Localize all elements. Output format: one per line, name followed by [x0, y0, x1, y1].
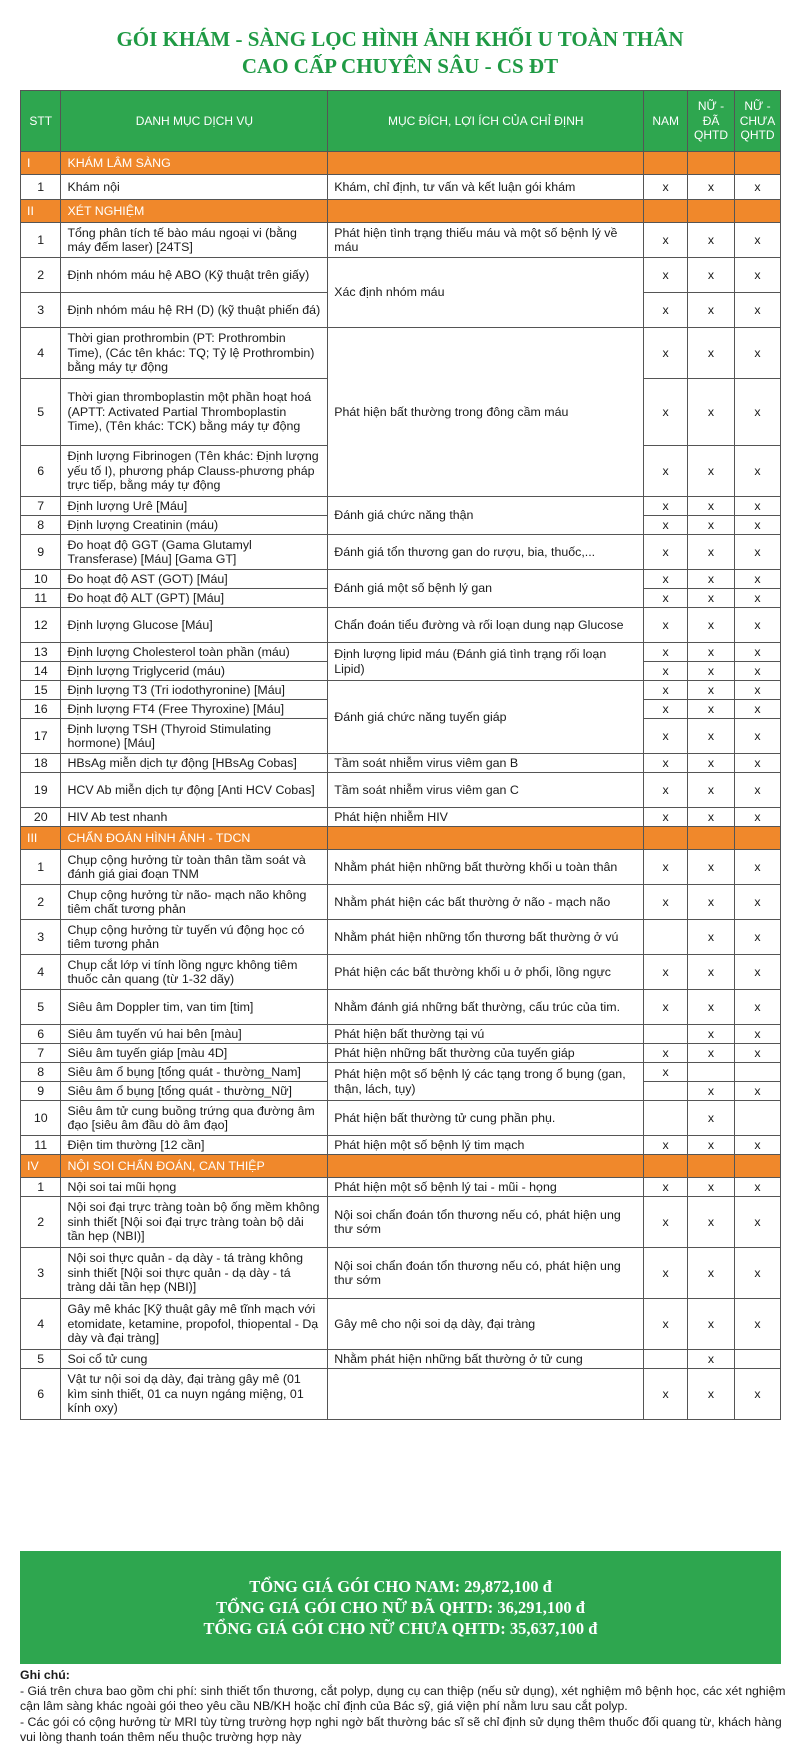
mark-nu-chua: x — [735, 920, 781, 955]
mark-nu-chua: x — [735, 1369, 781, 1420]
row-purpose: Phát hiện bất thường trong đông cầm máu — [328, 328, 644, 497]
row-stt: 11 — [21, 589, 61, 608]
table-row — [21, 1350, 781, 1369]
table-row — [21, 1248, 781, 1299]
row-stt: 5 — [21, 379, 61, 446]
row-stt: 11 — [21, 1136, 61, 1155]
header-nam: NAM — [644, 91, 688, 152]
row-purpose: Gây mê cho nội soi dạ dày, đại tràng — [328, 1299, 644, 1350]
row-service: Định nhóm máu hệ RH (D) (kỹ thuật phiến đá) — [61, 293, 328, 328]
row-stt: 1 — [21, 1178, 61, 1197]
row-purpose: Nhằm đánh giá những bất thường, cấu trúc của tim. — [328, 990, 644, 1025]
mark-nu-da: x — [688, 608, 735, 643]
mark-nu-da: x — [688, 1082, 735, 1101]
row-stt: 5 — [21, 990, 61, 1025]
mark-nu-da: x — [688, 1101, 735, 1136]
mark-nam: x — [644, 570, 688, 589]
total-nam: TỔNG GIÁ GÓI CHO NAM: 29,872,100 đ — [249, 1577, 552, 1596]
row-stt: 2 — [21, 885, 61, 920]
section-filler — [688, 200, 735, 223]
header-nu-chua: NỮ - CHƯA QHTD — [735, 91, 781, 152]
mark-nu-chua: x — [735, 1299, 781, 1350]
mark-nu-chua: x — [735, 175, 781, 200]
row-purpose: Nội soi chẩn đoán tổn thương nếu có, phát hiện ung thư sớm — [328, 1197, 644, 1248]
mark-nu-chua: x — [735, 589, 781, 608]
mark-nam: x — [644, 1197, 688, 1248]
mark-nam: x — [644, 808, 688, 827]
row-service: Định lượng FT4 (Free Thyroxine) [Máu] — [61, 700, 328, 719]
mark-nu-chua: x — [735, 885, 781, 920]
row-purpose — [328, 1369, 644, 1420]
table-row — [21, 681, 781, 700]
mark-nu-da: x — [688, 920, 735, 955]
mark-nu-da: x — [688, 446, 735, 497]
section-row — [21, 1155, 781, 1178]
mark-nam: x — [644, 1063, 688, 1082]
mark-nu-chua: x — [735, 1248, 781, 1299]
table-row — [21, 885, 781, 920]
mark-nu-da: x — [688, 1248, 735, 1299]
row-stt: 14 — [21, 662, 61, 681]
mark-nam: x — [644, 175, 688, 200]
row-stt: 20 — [21, 808, 61, 827]
section-filler — [688, 1155, 735, 1178]
mark-nam: x — [644, 258, 688, 293]
row-stt: 9 — [21, 535, 61, 570]
row-stt: 2 — [21, 258, 61, 293]
section-filler — [328, 1155, 644, 1178]
price-totals — [20, 1551, 781, 1664]
mark-nu-chua: x — [735, 1082, 781, 1101]
row-purpose: Nội soi chẩn đoán tổn thương nếu có, phát hiện ung thư sớm — [328, 1248, 644, 1299]
mark-nu-da: x — [688, 1136, 735, 1155]
section-row — [21, 827, 781, 850]
mark-nu-da: x — [688, 516, 735, 535]
row-service: Định lượng Triglycerid (máu) — [61, 662, 328, 681]
row-purpose: Tầm soát nhiễm virus viêm gan B — [328, 754, 644, 773]
mark-nu-da: x — [688, 754, 735, 773]
section-filler — [688, 827, 735, 850]
mark-nam: x — [644, 446, 688, 497]
row-service: Siêu âm Doppler tim, van tim [tim] — [61, 990, 328, 1025]
table-row — [21, 1044, 781, 1063]
mark-nu-da: x — [688, 643, 735, 662]
mark-nam — [644, 1082, 688, 1101]
mark-nam: x — [644, 1299, 688, 1350]
row-service: HBsAg miễn dịch tự động [HBsAg Cobas] — [61, 754, 328, 773]
mark-nu-chua: x — [735, 258, 781, 293]
table-row — [21, 1369, 781, 1420]
table-row — [21, 920, 781, 955]
mark-nu-da: x — [688, 223, 735, 258]
mark-nu-da: x — [688, 1178, 735, 1197]
row-stt: 6 — [21, 1369, 61, 1420]
mark-nam: x — [644, 516, 688, 535]
mark-nu-chua: x — [735, 643, 781, 662]
mark-nam: x — [644, 754, 688, 773]
section-title: KHÁM LÂM SÀNG — [61, 152, 328, 175]
row-purpose: Khám, chỉ định, tư vấn và kết luận gói khám — [328, 175, 644, 200]
table-row — [21, 808, 781, 827]
mark-nu-da: x — [688, 497, 735, 516]
row-service: Đo hoạt độ GGT (Gama Glutamyl Transferase) [Máu] [Gama GT] — [61, 535, 328, 570]
mark-nu-chua: x — [735, 850, 781, 885]
mark-nam: x — [644, 773, 688, 808]
mark-nu-chua: x — [735, 328, 781, 379]
title-line-1: GÓI KHÁM - SÀNG LỌC HÌNH ẢNH KHỐI U TOÀN THÂN — [116, 27, 684, 51]
mark-nu-da: x — [688, 773, 735, 808]
row-purpose: Phát hiện các bất thường khối u ở phổi, lồng ngực — [328, 955, 644, 990]
mark-nu-chua: x — [735, 535, 781, 570]
row-service: Định lượng Creatinin (máu) — [61, 516, 328, 535]
row-purpose: Phát hiện một số bệnh lý tim mạch — [328, 1136, 644, 1155]
table-row — [21, 754, 781, 773]
row-service: Định lượng Fibrinogen (Tên khác: Định lượng yếu tố I), phương pháp Clauss-phương pháp trực tiếp, bằng máy tự động — [61, 446, 328, 497]
mark-nu-chua — [735, 1350, 781, 1369]
section-filler — [688, 152, 735, 175]
mark-nam — [644, 1350, 688, 1369]
row-purpose: Nhằm phát hiện những bất thường ở tử cung — [328, 1350, 644, 1369]
row-purpose: Nhằm phát hiện những bất thường khối u toàn thân — [328, 850, 644, 885]
row-purpose: Nhằm phát hiện các bất thường ở não - mạch não — [328, 885, 644, 920]
mark-nu-da: x — [688, 990, 735, 1025]
row-purpose: Tầm soát nhiễm virus viêm gan C — [328, 773, 644, 808]
mark-nu-chua: x — [735, 1044, 781, 1063]
mark-nam: x — [644, 1248, 688, 1299]
mark-nam: x — [644, 700, 688, 719]
section-filler — [735, 152, 781, 175]
mark-nam: x — [644, 643, 688, 662]
mark-nu-da: x — [688, 1044, 735, 1063]
table-row — [21, 535, 781, 570]
table-row — [21, 1299, 781, 1350]
mark-nam: x — [644, 955, 688, 990]
mark-nu-da: x — [688, 662, 735, 681]
mark-nu-chua: x — [735, 662, 781, 681]
row-stt: 3 — [21, 920, 61, 955]
table-row — [21, 1063, 781, 1082]
mark-nu-chua: x — [735, 223, 781, 258]
row-service: HCV Ab miễn dịch tự động [Anti HCV Cobas] — [61, 773, 328, 808]
row-stt: 13 — [21, 643, 61, 662]
mark-nu-chua: x — [735, 608, 781, 643]
row-purpose: Đánh giá tổn thương gan do rượu, bia, thuốc,... — [328, 535, 644, 570]
row-stt: 6 — [21, 446, 61, 497]
row-service: Định lượng T3 (Tri iodothyronine) [Máu] — [61, 681, 328, 700]
mark-nu-chua: x — [735, 754, 781, 773]
header-purpose: MỤC ĐÍCH, LỢI ÍCH CỦA CHỈ ĐỊNH — [328, 91, 644, 152]
table-row — [21, 328, 781, 379]
row-purpose: Định lượng lipid máu (Đánh giá tình trạng rối loạn Lipid) — [328, 643, 644, 681]
row-stt: 4 — [21, 955, 61, 990]
mark-nu-chua: x — [735, 1136, 781, 1155]
mark-nu-da: x — [688, 850, 735, 885]
note-line-1: - Giá trên chưa bao gồm chi phí: sinh thiết tổn thương, cắt polyp, dụng cụ can thiệp (nếu sử dụng), xét nghiệm mô bệnh học, các xét nghiệm cận lâm sàng khác ngoài gói theo yêu cầu NB/KH hoặc chỉ định của Bác sỹ, giá viện phí nằm lưu sau cắt polyp. — [20, 1683, 786, 1713]
mark-nu-chua: x — [735, 293, 781, 328]
table-body — [21, 152, 781, 1420]
table-row — [21, 1025, 781, 1044]
total-nu-chua: TỔNG GIÁ GÓI CHO NỮ CHƯA QHTD: 35,637,100 đ — [203, 1619, 598, 1638]
row-service: Siêu âm tuyến vú hai bên [màu] — [61, 1025, 328, 1044]
mark-nu-da: x — [688, 1369, 735, 1420]
mark-nam — [644, 920, 688, 955]
mark-nu-chua: x — [735, 497, 781, 516]
title-line-2: CAO CẤP CHUYÊN SÂU - CS ĐT — [241, 54, 559, 78]
mark-nam: x — [644, 1178, 688, 1197]
row-stt: 6 — [21, 1025, 61, 1044]
row-stt: 15 — [21, 681, 61, 700]
header-stt: STT — [21, 91, 61, 152]
row-service: Định lượng Cholesterol toàn phần (máu) — [61, 643, 328, 662]
mark-nu-da: x — [688, 1025, 735, 1044]
mark-nam — [644, 1025, 688, 1044]
mark-nu-chua: x — [735, 955, 781, 990]
table-row — [21, 1101, 781, 1136]
row-service: Thời gian prothrombin (PT: Prothrombin Time), (Các tên khác: TQ; Tỷ lệ Prothrombin) bằng máy tự động — [61, 328, 328, 379]
mark-nu-da: x — [688, 293, 735, 328]
row-purpose: Phát hiện một số bệnh lý các tạng trong ổ bụng (gan, thận, lách, tụy) — [328, 1063, 644, 1101]
row-stt: 17 — [21, 719, 61, 754]
mark-nam: x — [644, 1136, 688, 1155]
mark-nu-chua: x — [735, 516, 781, 535]
row-service: Chụp cắt lớp vi tính lồng ngực không tiêm thuốc cản quang (từ 1-32 dãy) — [61, 955, 328, 990]
mark-nu-da: x — [688, 589, 735, 608]
page-title — [0, 0, 800, 82]
mark-nam: x — [644, 589, 688, 608]
mark-nu-da: x — [688, 258, 735, 293]
mark-nam: x — [644, 719, 688, 754]
table-row — [21, 608, 781, 643]
section-title: NỘI SOI CHẨN ĐOÁN, CAN THIỆP — [61, 1155, 328, 1178]
row-stt: 4 — [21, 328, 61, 379]
section-number: III — [21, 827, 61, 850]
row-service: Đo hoạt độ ALT (GPT) [Máu] — [61, 589, 328, 608]
section-filler — [328, 200, 644, 223]
mark-nu-da: x — [688, 175, 735, 200]
row-service: Đo hoạt độ AST (GOT) [Máu] — [61, 570, 328, 589]
mark-nu-chua: x — [735, 773, 781, 808]
section-title: XÉT NGHIỆM — [61, 200, 328, 223]
row-stt: 18 — [21, 754, 61, 773]
row-purpose: Phát hiện bất thường tại vú — [328, 1025, 644, 1044]
table-row — [21, 497, 781, 516]
row-service: HIV Ab test nhanh — [61, 808, 328, 827]
mark-nam: x — [644, 681, 688, 700]
row-purpose: Đánh giá chức năng thận — [328, 497, 644, 535]
row-purpose: Xác định nhóm máu — [328, 258, 644, 328]
row-stt: 12 — [21, 608, 61, 643]
mark-nu-chua: x — [735, 700, 781, 719]
row-service: Định lượng TSH (Thyroid Stimulating hormone) [Máu] — [61, 719, 328, 754]
row-service: Siêu âm ổ bụng [tổng quát - thường_Nữ] — [61, 1082, 328, 1101]
row-purpose: Phát hiện nhiễm HIV — [328, 808, 644, 827]
header-service: DANH MỤC DỊCH VỤ — [61, 91, 328, 152]
table-row — [21, 850, 781, 885]
section-filler — [735, 827, 781, 850]
row-stt: 5 — [21, 1350, 61, 1369]
notes — [20, 1668, 790, 1746]
section-number: II — [21, 200, 61, 223]
mark-nam: x — [644, 1044, 688, 1063]
row-service: Nội soi đại trực tràng toàn bộ ống mềm không sinh thiết [Nội soi đại trực tràng toàn bộ dải tần hẹp (NBI)] — [61, 1197, 328, 1248]
mark-nu-da: x — [688, 535, 735, 570]
mark-nu-da: x — [688, 1350, 735, 1369]
row-service: Thời gian thromboplastin một phần hoạt hoá (APTT: Activated Partial Thromboplastin Time), (Tên khác: TCK) bằng máy tự động — [61, 379, 328, 446]
mark-nu-da: x — [688, 570, 735, 589]
row-service: Định lượng Glucose [Máu] — [61, 608, 328, 643]
mark-nu-da — [688, 1063, 735, 1082]
mark-nu-da: x — [688, 955, 735, 990]
row-stt: 1 — [21, 850, 61, 885]
row-stt: 16 — [21, 700, 61, 719]
section-filler — [644, 200, 688, 223]
mark-nam: x — [644, 497, 688, 516]
mark-nam — [644, 1101, 688, 1136]
table-header-row — [21, 91, 781, 152]
row-purpose: Đánh giá một số bệnh lý gan — [328, 570, 644, 608]
table-row — [21, 258, 781, 293]
row-service: Định lượng Urê [Máu] — [61, 497, 328, 516]
row-service: Chụp cộng hưởng từ toàn thân tầm soát và đánh giá giai đoạn TNM — [61, 850, 328, 885]
row-service: Chụp cộng hưởng từ não- mạch não không tiêm chất tương phản — [61, 885, 328, 920]
mark-nu-da: x — [688, 808, 735, 827]
section-filler — [328, 152, 644, 175]
mark-nu-chua: x — [735, 1025, 781, 1044]
section-filler — [644, 827, 688, 850]
mark-nu-chua: x — [735, 446, 781, 497]
row-service: Nội soi thực quản - dạ dày - tá tràng không sinh thiết [Nội soi thực quản - dạ dày - tá tràng dải tần hẹp (NBI)] — [61, 1248, 328, 1299]
row-service: Soi cổ tử cung — [61, 1350, 328, 1369]
row-service: Định nhóm máu hệ ABO (Kỹ thuật trên giấy) — [61, 258, 328, 293]
mark-nam: x — [644, 535, 688, 570]
table-row — [21, 1136, 781, 1155]
row-purpose: Phát hiện bất thường tử cung phần phụ. — [328, 1101, 644, 1136]
mark-nam: x — [644, 662, 688, 681]
row-service: Siêu âm ổ bụng [tổng quát - thường_Nam] — [61, 1063, 328, 1082]
mark-nu-chua: x — [735, 570, 781, 589]
mark-nu-da: x — [688, 700, 735, 719]
row-service: Gây mê khác [Kỹ thuật gây mê tĩnh mạch với etomidate, ketamine, propofol, thiopental - Dạ dày và đại tràng] — [61, 1299, 328, 1350]
mark-nu-chua: x — [735, 808, 781, 827]
mark-nu-chua: x — [735, 719, 781, 754]
row-stt: 8 — [21, 1063, 61, 1082]
mark-nu-da: x — [688, 1299, 735, 1350]
row-service: Khám nội — [61, 175, 328, 200]
mark-nu-da: x — [688, 885, 735, 920]
notes-heading: Ghi chú: — [20, 1668, 70, 1682]
row-stt: 4 — [21, 1299, 61, 1350]
row-service: Nội soi tai mũi họng — [61, 1178, 328, 1197]
section-row — [21, 152, 781, 175]
mark-nam: x — [644, 379, 688, 446]
row-stt: 2 — [21, 1197, 61, 1248]
mark-nam: x — [644, 885, 688, 920]
table-row — [21, 955, 781, 990]
row-purpose: Phát hiện một số bệnh lý tai - mũi - họng — [328, 1178, 644, 1197]
mark-nam: x — [644, 990, 688, 1025]
row-service: Vật tư nội soi dạ dày, đại tràng gây mê (01 kìm sinh thiết, 01 ca nuyn ngáng miệng, 01 kính oxy) — [61, 1369, 328, 1420]
table-row — [21, 773, 781, 808]
mark-nam: x — [644, 328, 688, 379]
table-row — [21, 990, 781, 1025]
mark-nu-chua — [735, 1101, 781, 1136]
row-stt: 9 — [21, 1082, 61, 1101]
row-service: Điện tim thường [12 cần] — [61, 1136, 328, 1155]
note-line-2: - Các gói có cộng hưởng từ MRI tùy từng trường hợp nghi ngờ bất thường bác sĩ sẽ chỉ định sử dụng thêm thuốc đối quang từ, khách hàng vui lòng thanh toán thêm nếu thuộc trường hợp này — [20, 1714, 782, 1744]
row-purpose: Nhằm phát hiện những tổn thương bất thường ở vú — [328, 920, 644, 955]
total-nu-da: TỔNG GIÁ GÓI CHO NỮ ĐÃ QHTD: 36,291,100 đ — [216, 1598, 585, 1617]
row-service: Tổng phân tích tế bào máu ngoại vi (bằng máy đếm laser) [24TS] — [61, 223, 328, 258]
table-row — [21, 223, 781, 258]
section-number: I — [21, 152, 61, 175]
row-service: Siêu âm tử cung buồng trứng qua đường âm đạo [siêu âm đầu dò âm đạo] — [61, 1101, 328, 1136]
table-row — [21, 1178, 781, 1197]
row-stt: 1 — [21, 175, 61, 200]
row-purpose: Chẩn đoán tiểu đường và rối loạn dung nạp Glucose — [328, 608, 644, 643]
mark-nam: x — [644, 1369, 688, 1420]
section-filler — [735, 1155, 781, 1178]
mark-nu-chua: x — [735, 681, 781, 700]
table-row — [21, 1197, 781, 1248]
mark-nam: x — [644, 850, 688, 885]
row-purpose: Đánh giá chức năng tuyến giáp — [328, 681, 644, 754]
mark-nu-chua: x — [735, 1197, 781, 1248]
table-row — [21, 175, 781, 200]
mark-nu-chua: x — [735, 379, 781, 446]
section-filler — [644, 152, 688, 175]
mark-nu-da: x — [688, 1197, 735, 1248]
header-nu-da: NỮ - ĐÃ QHTD — [688, 91, 735, 152]
mark-nu-da: x — [688, 328, 735, 379]
mark-nu-chua — [735, 1063, 781, 1082]
section-title: CHẨN ĐOÁN HÌNH ẢNH - TDCN — [61, 827, 328, 850]
row-service: Siêu âm tuyến giáp [màu 4D] — [61, 1044, 328, 1063]
section-filler — [735, 200, 781, 223]
mark-nam: x — [644, 293, 688, 328]
row-stt: 7 — [21, 1044, 61, 1063]
mark-nu-da: x — [688, 379, 735, 446]
row-service: Chụp cộng hưởng từ tuyến vú động học có tiêm tương phản — [61, 920, 328, 955]
mark-nam: x — [644, 223, 688, 258]
mark-nu-chua: x — [735, 1178, 781, 1197]
row-stt: 3 — [21, 293, 61, 328]
row-stt: 10 — [21, 570, 61, 589]
row-stt: 8 — [21, 516, 61, 535]
mark-nu-da: x — [688, 719, 735, 754]
row-stt: 7 — [21, 497, 61, 516]
section-filler — [644, 1155, 688, 1178]
row-purpose: Phát hiện những bất thường của tuyến giáp — [328, 1044, 644, 1063]
row-stt: 19 — [21, 773, 61, 808]
mark-nam: x — [644, 608, 688, 643]
row-stt: 3 — [21, 1248, 61, 1299]
row-stt: 10 — [21, 1101, 61, 1136]
section-row — [21, 200, 781, 223]
mark-nu-da: x — [688, 681, 735, 700]
table-row — [21, 570, 781, 589]
service-table — [20, 90, 781, 1420]
row-stt: 1 — [21, 223, 61, 258]
table-row — [21, 643, 781, 662]
section-number: IV — [21, 1155, 61, 1178]
section-filler — [328, 827, 644, 850]
mark-nu-chua: x — [735, 990, 781, 1025]
row-purpose: Phát hiện tình trạng thiếu máu và một số bệnh lý về máu — [328, 223, 644, 258]
